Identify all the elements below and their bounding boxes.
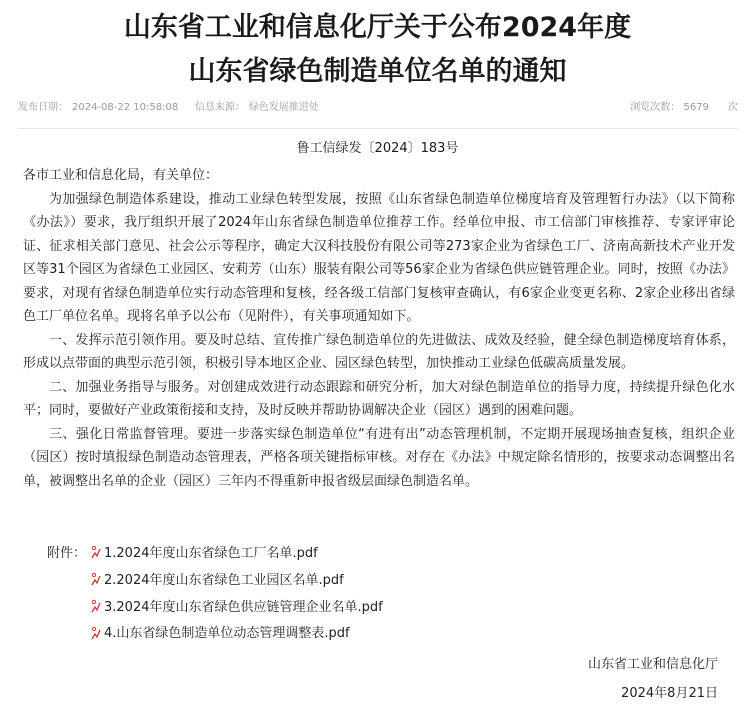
attachment-link-2[interactable]: 2.2024年度山东省绿色工业园区名单.pdf [104,572,344,588]
paragraph-2: 二、加强业务指导与服务。对创建成效进行动态跟踪和研究分析，加大对绿色制造单位的指导力度，持续提升绿色化水平；同时，要做好产业政策衔接和支持，及时反映并帮助协调解决企业（园区）遇到的困难问题。 [23,379,735,418]
signature-block [588,650,718,708]
article-title-line-1: 山东省工业和信息化厅关于公布2024年度 [123,12,632,43]
source-label: 信息来源： [194,102,245,113]
document-number: 鲁工信绿发〔2024〕183号 [296,141,459,156]
document-body [23,164,735,493]
attachment-item [47,621,383,648]
attachment-link-3[interactable]: 3.2024年度山东省绿色供应链管理企业名单.pdf [104,599,383,615]
views-label: 浏览次数： [630,102,681,113]
paragraph-intro: 为加强绿色制造体系建设，推动工业绿色转型发展，按照《山东省绿色制造单位梯度培育及管理暂行办法》（以下简称《办法》）要求，我厅组织开展了2024年山东省绿色制造单位推荐工作。经单位申报、市工信部门审核推荐、专家评审论证、征求相关部门意见、社会公示等程序，确定大汉科技股份有限公司等273家企业为省绿色工厂、济南高新技术产业开发区等31个园区为省绿色工业园区、安莉芳（山东）服装有限公司等56家企业为省绿色供应链管理企业。同时，按照《办法》要求，对现有省绿色制造单位实行动态管理和复核，经各级工信部门复核审查确认，有6家企业变更名称、2家企业移出省绿色工厂单位名单。现将名单予以公布（见附件），有关事项通知如下。 [23,191,735,324]
article-meta-bar [18,100,738,116]
salutation: 各市工业和信息化局，有关单位： [23,168,219,183]
article-title-line-2: 山东省绿色制造单位名单的通知 [188,56,567,87]
issuer-name: 山东省工业和信息化厅 [587,657,718,672]
publish-date: 2024-08-22 10:58:08 [72,102,179,113]
meta-left [18,100,319,116]
attachment-link-4[interactable]: 4.山东省绿色制造单位动态管理调整表.pdf [104,626,350,642]
paragraph-3: 三、强化日常监督管理。要进一步落实绿色制造单位“有进有出”动态管理机制，不定期开展现场抽查复核，组织企业（园区）按时填报绿色制造动态管理表，严格各项关键指标审核。对存在《办法》中规定除名情形的，按要求动态调整出名单，被调整出名单的企业（园区）三年内不得重新申报省级层面绿色制造名单。 [23,426,735,489]
attachment-item [47,568,383,595]
views-count: 5679 [683,102,709,113]
publish-date-label: 发布日期： [18,102,68,113]
attachment-link-1[interactable]: 1.2024年度山东省绿色工厂名单.pdf [104,546,318,561]
issue-date: 2024年8月21日 [621,686,718,701]
meta-divider [18,128,738,129]
attachments-list [47,541,383,648]
pdf-icon [91,543,102,557]
paragraph-1: 一、发挥示范引领作用。要及时总结、宣传推广绿色制造单位的先进做法、成效及经验，健全绿色制造梯度培育体系，形成以点带面的典型示范引领，积极引导本地区企业、园区绿色转型，加快推动工业绿色低碳高质量发展。 [23,332,735,371]
meta-right [630,100,738,116]
pdf-icon [91,597,102,611]
attachment-item [47,541,383,568]
pdf-icon [91,570,102,584]
views-unit: 次 [728,102,738,113]
pdf-icon [91,624,102,638]
attachments-label: 附件： [47,546,87,561]
attachment-item [47,595,383,622]
source-link[interactable]: 绿色发展推进处 [248,102,319,113]
